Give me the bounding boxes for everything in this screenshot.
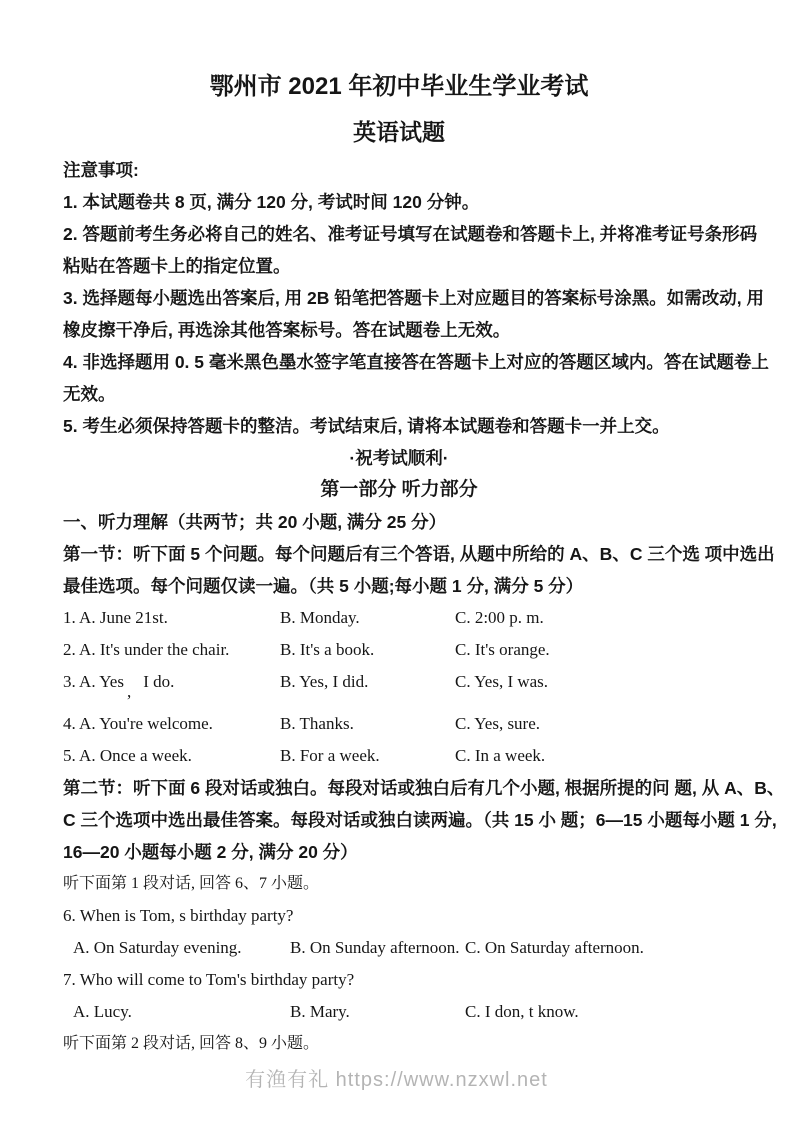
notice-heading: 注意事项: <box>63 160 139 180</box>
q4-option-a: 4. A. You're welcome. <box>63 714 213 733</box>
document-body <box>63 154 785 1060</box>
q1-option-c: C. 2:00 p. m. <box>455 608 544 627</box>
dialog2-hint: 听下面第 2 段对话, 回答 8、9 小题。 <box>63 1035 320 1052</box>
section2-intro-line-3: 16—20 小题每小题 2 分, 满分 20 分） <box>63 842 358 862</box>
question-row-5 <box>63 740 735 772</box>
q7-option-b: B. Mary. <box>290 1002 350 1021</box>
notice-item-3-line-2: 橡皮擦干净后, 再选涂其他答案标号。答在试题卷上无效。 <box>63 320 511 340</box>
question-7-options <box>63 996 735 1028</box>
q3-option-c: C. Yes, I was. <box>455 672 549 691</box>
q5-option-c: C. In a week. <box>455 746 546 765</box>
q3-option-b: B. Yes, I did. <box>280 672 369 691</box>
question-row-4 <box>63 708 735 740</box>
blessing-line: ·祝考试顺利· <box>349 448 449 468</box>
notice-item-2-line-1: 2. 答题前考生务必将自己的姓名、准考证号填写在试题卷和答题卡上, 并将准考证号条形码 <box>63 224 758 244</box>
dialog1-hint: 听下面第 1 段对话, 回答 6、7 小题。 <box>63 875 320 892</box>
q6-option-b: B. On Sunday afternoon. <box>290 938 460 957</box>
q3-option-a-tail: I do. <box>143 672 175 691</box>
notice-item-2-line-2: 粘贴在答题卡上的指定位置。 <box>63 256 291 276</box>
question-row-2 <box>63 634 735 666</box>
page-subtitle: 英语试题 <box>353 119 445 145</box>
q5-option-b: B. For a week. <box>280 746 380 765</box>
question-row-3 <box>63 666 735 701</box>
listening-heading: 一、听力理解（共两节；共 20 小题, 满分 25 分） <box>63 512 447 532</box>
notice-item-3-line-1: 3. 选择题每小题选出答案后, 用 2B 铅笔把答题卡上对应题目的答案标号涂黑。如需改动, 用 <box>63 288 764 308</box>
q3-option-a <box>63 666 280 701</box>
section2-intro-line-2: C 三个选项中选出最佳答案。每段对话或独白读两遍。（共 15 小 题；6—15 小题每小题 1 分, <box>63 810 777 830</box>
footer-watermark: 有渔有礼 https://www.nzxwl.net <box>245 1069 548 1091</box>
question-7-stem: 7. Who will come to Tom's birthday party? <box>63 970 355 989</box>
q3-dropped-comma: , <box>126 682 132 701</box>
q7-option-a: A. Lucy. <box>73 1002 132 1021</box>
question-row-1 <box>63 602 735 634</box>
notice-item-5-line-1: 5. 考生必须保持答题卡的整洁。考试结束后, 请将本试题卷和答题卡一并上交。 <box>63 416 670 436</box>
notice-item-4-line-2: 无效。 <box>63 384 116 404</box>
part1-heading: 第一部分 听力部分 <box>320 479 478 500</box>
q2-option-a: 2. A. It's under the chair. <box>63 640 230 659</box>
q2-option-b: B. It's a book. <box>280 640 375 659</box>
page-title: 鄂州市 2021 年初中毕业生学业考试 <box>209 73 589 100</box>
q3-option-a-text: 3. A. Yes <box>63 672 124 691</box>
notice-item-1-line-1: 1. 本试题卷共 8 页, 满分 120 分, 考试时间 120 分钟。 <box>63 192 480 212</box>
q5-option-a: 5. A. Once a week. <box>63 746 192 765</box>
q2-option-c: C. It's orange. <box>455 640 550 659</box>
section2-intro-line-1: 第二节：听下面 6 段对话或独白。每段对话或独白后有几个小题, 根据所提的问 题, 从 A、B、 <box>63 778 785 798</box>
q1-option-a: 1. A. June 21st. <box>63 608 168 627</box>
question-6-options <box>63 932 735 964</box>
question-6-stem: 6. When is Tom, s birthday party? <box>63 906 294 925</box>
section1-intro-line-1: 第一节：听下面 5 个问题。每个问题后有三个答语, 从题中所给的 A、B、C 三个选 项中选出 <box>63 544 775 564</box>
q6-option-a: A. On Saturday evening. <box>73 938 242 957</box>
notice-item-4-line-1: 4. 非选择题用 0. 5 毫米黑色墨水签字笔直接答在答题卡上对应的答题区域内。答在试题卷上 <box>63 352 769 372</box>
q6-option-c: C. On Saturday afternoon. <box>465 938 644 957</box>
q1-option-b: B. Monday. <box>280 608 360 627</box>
q7-option-c: C. I don, t know. <box>465 1002 579 1021</box>
q4-option-b: B. Thanks. <box>280 714 354 733</box>
q4-option-c: C. Yes, sure. <box>455 714 541 733</box>
section1-intro-line-2: 最佳选项。每个问题仅读一遍。（共 5 小题;每小题 1 分, 满分 5 分） <box>63 576 584 596</box>
